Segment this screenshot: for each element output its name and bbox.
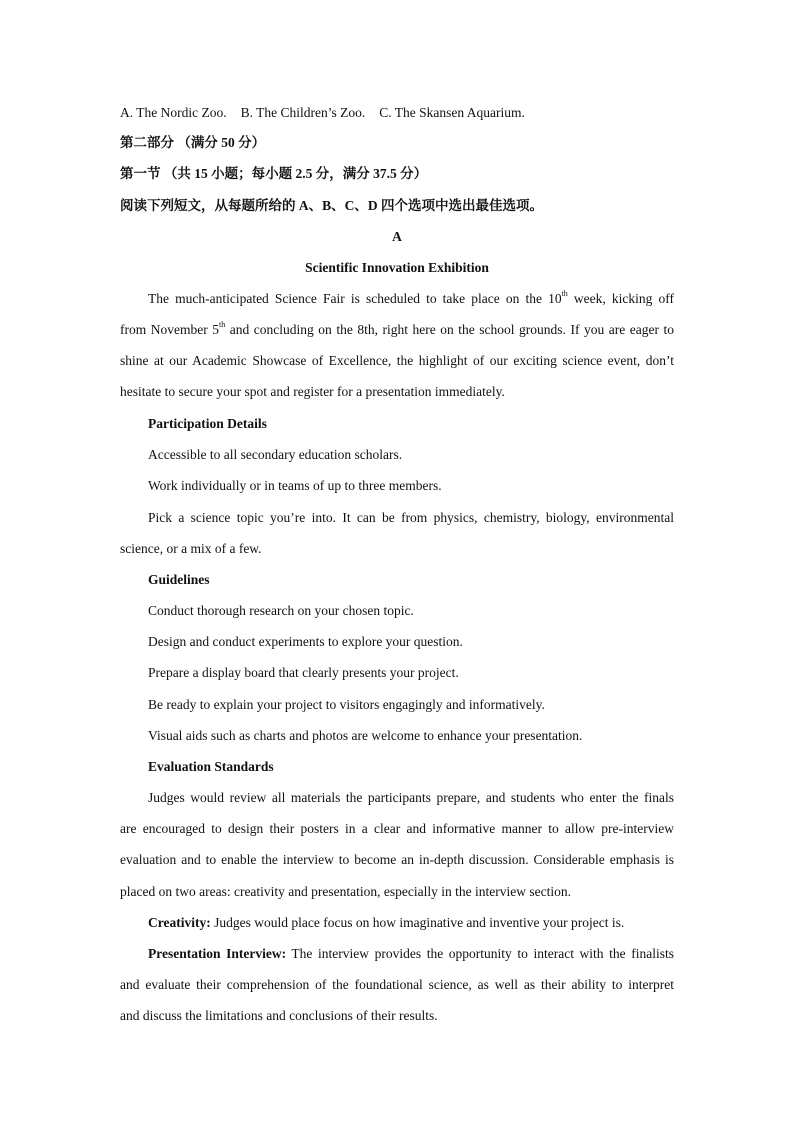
ordinal-suffix: th bbox=[561, 288, 568, 298]
creativity-criterion bbox=[148, 914, 624, 932]
participation-item: Work individually or in teams of up to three members. bbox=[148, 478, 442, 493]
guideline-item: Conduct thorough research on your chosen topic. bbox=[148, 603, 414, 618]
participation-item: Pick a science topic you’re into. It can be from physics, chemistry, biology, environmental bbox=[148, 510, 674, 525]
passage-letter: A bbox=[392, 229, 402, 244]
presentation-label: Presentation Interview: bbox=[148, 946, 287, 961]
intro-text: week, kicking off bbox=[567, 291, 674, 306]
option-c: C. The Skansen Aquarium. bbox=[379, 105, 525, 120]
presentation-criterion-line-1 bbox=[148, 945, 674, 963]
participation-item: Accessible to all secondary education scholars. bbox=[148, 447, 403, 462]
guideline-item: Be ready to explain your project to visitors engagingly and informatively. bbox=[148, 697, 545, 712]
option-a: A. The Nordic Zoo. bbox=[120, 105, 227, 120]
intro-line-2 bbox=[120, 321, 674, 339]
guideline-item: Design and conduct experiments to explore your question. bbox=[148, 634, 463, 649]
evaluation-line-1: Judges would review all materials the participants prepare, and students who enter the finals bbox=[148, 790, 674, 805]
participation-item-continued: science, or a mix of a few. bbox=[120, 541, 262, 556]
evaluation-line-3: evaluation and to enable the interview to become an in-depth discussion. Considerable emphasis is bbox=[120, 852, 674, 867]
guideline-item: Prepare a display board that clearly presents your project. bbox=[148, 665, 459, 680]
option-b: B. The Children’s Zoo. bbox=[240, 105, 366, 120]
passage-title: Scientific Innovation Exhibition bbox=[305, 260, 489, 275]
ordinal-suffix: th bbox=[219, 319, 226, 329]
evaluation-line-4: placed on two areas: creativity and presentation, especially in the interview section. bbox=[120, 884, 571, 899]
presentation-text: The interview provides the opportunity to interact with the finalists bbox=[286, 946, 674, 961]
answer-options bbox=[120, 104, 525, 122]
part2-header: 第二部分 （满分 50 分） bbox=[120, 135, 266, 150]
guideline-item: Visual aids such as charts and photos are welcome to enhance your presentation. bbox=[148, 728, 583, 743]
evaluation-heading: Evaluation Standards bbox=[148, 759, 274, 774]
creativity-text: Judges would place focus on how imaginative and inventive your project is. bbox=[210, 915, 625, 930]
intro-text: and concluding on the 8th, right here on the school grounds. If you are eager to bbox=[225, 322, 674, 337]
presentation-criterion-line-3: and discuss the limitations and conclusions of their results. bbox=[120, 1008, 438, 1023]
guidelines-heading: Guidelines bbox=[148, 572, 210, 587]
presentation-criterion-line-2: and evaluate their comprehension of the foundational science, as well as their ability to interpret bbox=[120, 977, 674, 992]
intro-line-4: hesitate to secure your spot and register for a presentation immediately. bbox=[120, 384, 505, 399]
intro-text: The much-anticipated Science Fair is scheduled to take place on the 10 bbox=[148, 291, 562, 306]
intro-text: from November 5 bbox=[120, 322, 220, 337]
creativity-label: Creativity: bbox=[148, 915, 211, 930]
section1-header: 第一节 （共 15 小题；每小题 2.5 分，满分 37.5 分） bbox=[120, 166, 428, 181]
intro-line-3: shine at our Academic Showcase of Excellence, the highlight of our exciting science event, don’t bbox=[120, 353, 674, 368]
evaluation-line-2: are encouraged to design their posters in a clear and informative manner to allow pre-interview bbox=[120, 821, 674, 836]
intro-line-1 bbox=[148, 290, 674, 308]
reading-instruction: 阅读下列短文，从每题所给的 A、B、C、D 四个选项中选出最佳选项。 bbox=[120, 198, 544, 213]
participation-heading: Participation Details bbox=[148, 416, 267, 431]
